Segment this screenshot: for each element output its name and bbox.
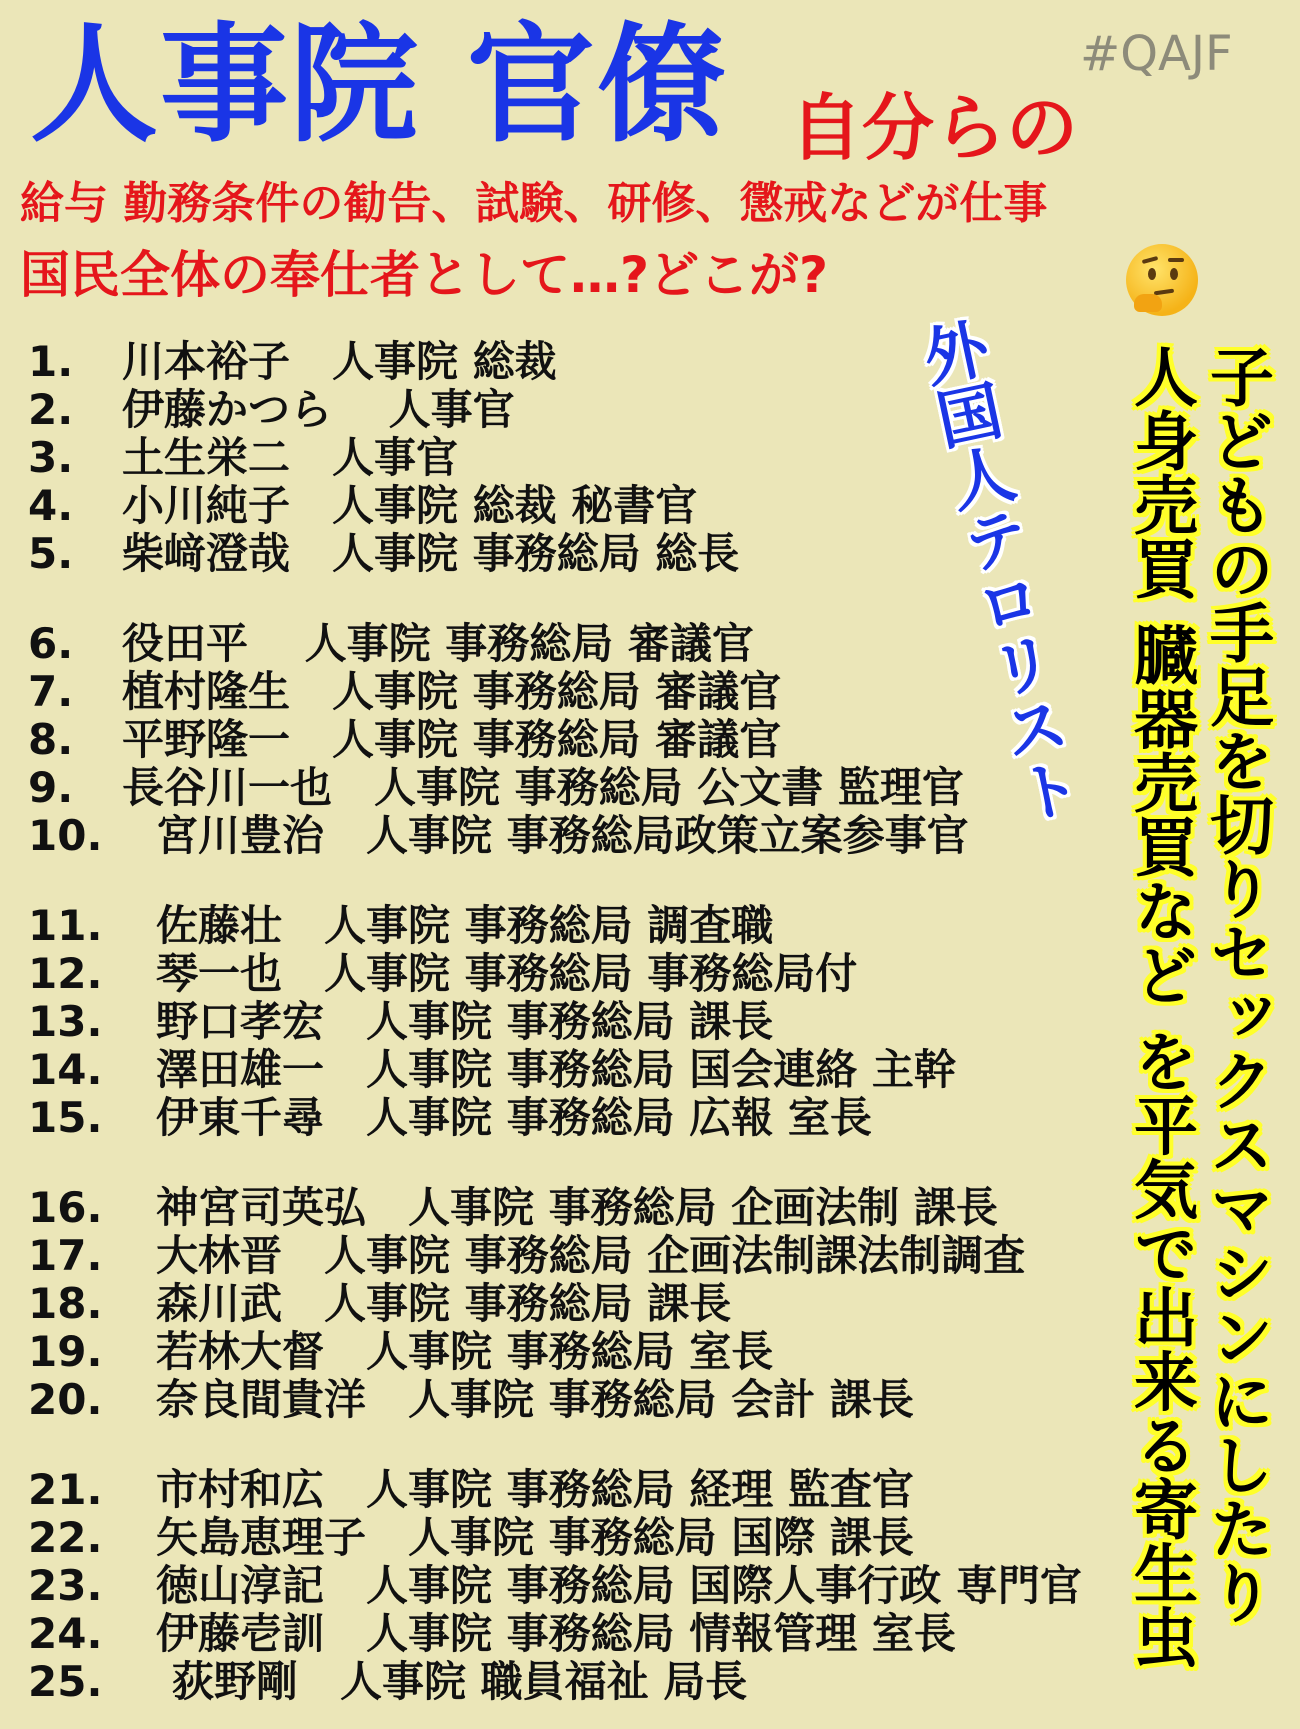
hashtag: #QAJF xyxy=(1080,26,1233,82)
page-subtitle: 自分らの xyxy=(790,86,1079,170)
foreign-terrorist-vertical-label: 外国人テロリスト xyxy=(907,313,1086,830)
page-title: 人事院 官僚 xyxy=(30,11,727,160)
thinking-face-icon xyxy=(1126,244,1198,316)
vertical-highlight-text-1: 子どもの手足を切りセックスマシンにしたり xyxy=(1199,344,1273,1624)
description-line: 給与 勤務条件の勧告、試験、研修、懲戒などが仕事 xyxy=(20,178,1048,229)
vertical-highlight-text-2: 人身売買 臓器売買など を平気で出来る寄生虫 xyxy=(1123,344,1197,1669)
question-line: 国民全体の奉仕者として…?どこが? xyxy=(20,246,829,304)
